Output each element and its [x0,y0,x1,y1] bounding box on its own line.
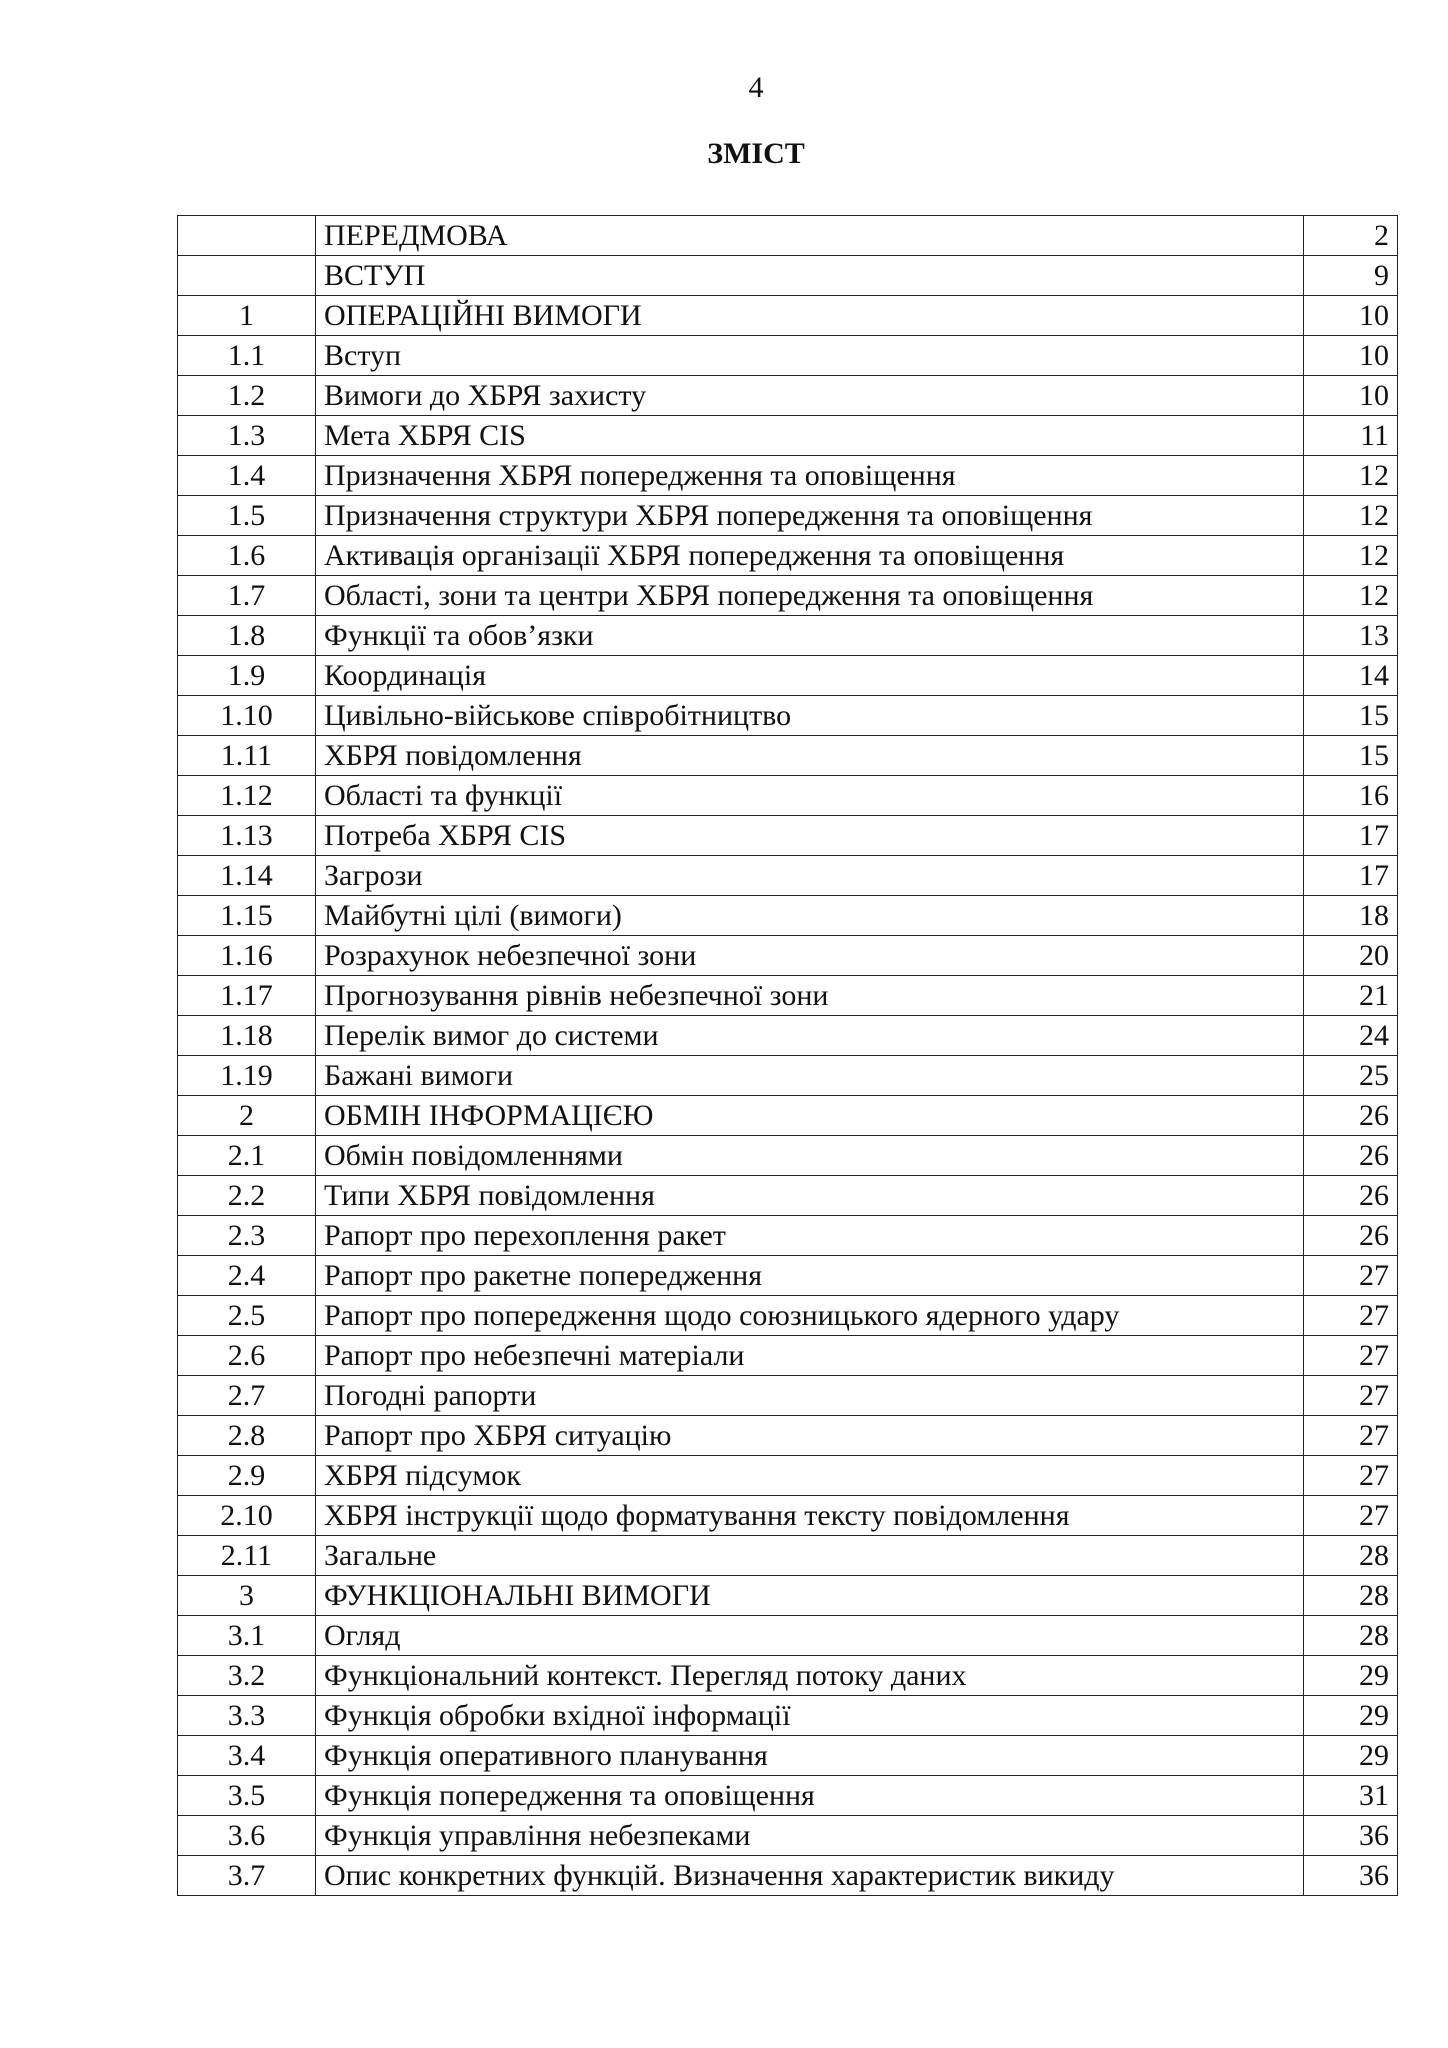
table-row [178,1616,1398,1656]
section-page-number: 28 [1304,1576,1398,1616]
section-title: Огляд [316,1616,1304,1656]
table-row [178,1296,1398,1336]
section-number: 1.17 [178,976,316,1016]
section-number: 1.19 [178,1056,316,1096]
table-row [178,1336,1398,1376]
section-number: 3.4 [178,1736,316,1776]
table-row [178,1536,1398,1576]
section-number: 1.1 [178,336,316,376]
section-title: ПЕРЕДМОВА [316,216,1304,256]
section-title: Функціональний контекст. Перегляд потоку даних [316,1656,1304,1696]
table-row [178,1496,1398,1536]
section-title: ОПЕРАЦІЙНІ ВИМОГИ [316,296,1304,336]
table-row [178,1376,1398,1416]
section-number: 2.8 [178,1416,316,1456]
section-page-number: 10 [1304,296,1398,336]
table-row [178,1416,1398,1456]
section-page-number: 26 [1304,1136,1398,1176]
table-of-contents [177,215,1398,1896]
section-title: Рапорт про ХБРЯ ситуацію [316,1416,1304,1456]
section-number: 1.14 [178,856,316,896]
section-page-number: 9 [1304,256,1398,296]
table-row [178,416,1398,456]
section-number: 2.6 [178,1336,316,1376]
section-title: Рапорт про перехоплення ракет [316,1216,1304,1256]
section-page-number: 17 [1304,816,1398,856]
section-title: Типи ХБРЯ повідомлення [316,1176,1304,1216]
section-number: 2.2 [178,1176,316,1216]
section-number: 1.13 [178,816,316,856]
section-page-number: 27 [1304,1496,1398,1536]
section-number: 2.9 [178,1456,316,1496]
section-page-number: 27 [1304,1376,1398,1416]
section-title: Призначення ХБРЯ попередження та оповіщення [316,456,1304,496]
section-number: 1.9 [178,656,316,696]
table-row [178,1656,1398,1696]
section-page-number: 29 [1304,1736,1398,1776]
section-page-number: 12 [1304,576,1398,616]
section-number: 3.6 [178,1816,316,1856]
section-number: 3.5 [178,1776,316,1816]
table-row [178,1736,1398,1776]
section-number [178,216,316,256]
section-page-number: 14 [1304,656,1398,696]
section-title: ОБМІН ІНФОРМАЦІЄЮ [316,1096,1304,1136]
section-title: Опис конкретних функцій. Визначення характеристик викиду [316,1856,1304,1896]
section-page-number: 24 [1304,1016,1398,1056]
section-page-number: 31 [1304,1776,1398,1816]
section-page-number: 26 [1304,1216,1398,1256]
section-number: 1.4 [178,456,316,496]
section-title: Рапорт про ракетне попередження [316,1256,1304,1296]
section-number: 2.7 [178,1376,316,1416]
section-title: ВСТУП [316,256,1304,296]
section-number: 1.15 [178,896,316,936]
table-row [178,696,1398,736]
section-number: 2.10 [178,1496,316,1536]
section-number: 1.3 [178,416,316,456]
toc-body [178,216,1398,1896]
table-row [178,296,1398,336]
section-title: Функція попередження та оповіщення [316,1776,1304,1816]
section-number: 2.3 [178,1216,316,1256]
table-row [178,576,1398,616]
section-title: Координація [316,656,1304,696]
table-row [178,1056,1398,1096]
section-number: 2 [178,1096,316,1136]
table-row [178,216,1398,256]
section-page-number: 10 [1304,336,1398,376]
section-page-number: 11 [1304,416,1398,456]
section-number: 1.8 [178,616,316,656]
section-number: 2.5 [178,1296,316,1336]
table-row [178,816,1398,856]
section-title: Вступ [316,336,1304,376]
table-row [178,1016,1398,1056]
section-title: Рапорт про небезпечні матеріали [316,1336,1304,1376]
section-page-number: 26 [1304,1096,1398,1136]
section-page-number: 10 [1304,376,1398,416]
section-page-number: 36 [1304,1816,1398,1856]
section-title: Розрахунок небезпечної зони [316,936,1304,976]
table-row [178,256,1398,296]
section-title: Призначення структури ХБРЯ попередження та оповіщення [316,496,1304,536]
section-page-number: 12 [1304,456,1398,496]
section-page-number: 26 [1304,1176,1398,1216]
section-page-number: 28 [1304,1536,1398,1576]
table-row [178,1856,1398,1896]
table-row [178,896,1398,936]
table-row [178,536,1398,576]
section-title: Функції та обов’язки [316,616,1304,656]
section-number: 3.3 [178,1696,316,1736]
section-page-number: 13 [1304,616,1398,656]
section-title: Загальне [316,1536,1304,1576]
section-page-number: 12 [1304,496,1398,536]
table-row [178,1096,1398,1136]
section-page-number: 28 [1304,1616,1398,1656]
section-number: 1.11 [178,736,316,776]
section-title: Прогнозування рівнів небезпечної зони [316,976,1304,1016]
section-number: 1.18 [178,1016,316,1056]
section-title: Області, зони та центри ХБРЯ попередження та оповіщення [316,576,1304,616]
section-number: 1.2 [178,376,316,416]
section-page-number: 36 [1304,1856,1398,1896]
section-number: 3 [178,1576,316,1616]
table-row [178,456,1398,496]
section-number: 1.5 [178,496,316,536]
section-title: Функція управління небезпеками [316,1816,1304,1856]
section-title: Мета ХБРЯ CIS [316,416,1304,456]
table-row [178,976,1398,1016]
section-title: Потреба ХБРЯ CIS [316,816,1304,856]
section-page-number: 25 [1304,1056,1398,1096]
section-page-number: 27 [1304,1256,1398,1296]
table-row [178,1776,1398,1816]
section-page-number: 21 [1304,976,1398,1016]
table-row [178,736,1398,776]
section-page-number: 27 [1304,1416,1398,1456]
table-row [178,776,1398,816]
section-page-number: 27 [1304,1336,1398,1376]
section-title: Обмін повідомленнями [316,1136,1304,1176]
table-row [178,1456,1398,1496]
table-row [178,1576,1398,1616]
section-number: 2.4 [178,1256,316,1296]
section-title: Погодні рапорти [316,1376,1304,1416]
table-row [178,1256,1398,1296]
section-page-number: 29 [1304,1656,1398,1696]
section-page-number: 15 [1304,696,1398,736]
table-row [178,496,1398,536]
page-title: ЗМІСТ [707,137,805,170]
section-number: 1.6 [178,536,316,576]
section-page-number: 12 [1304,536,1398,576]
section-title: Області та функції [316,776,1304,816]
section-title: Майбутні цілі (вимоги) [316,896,1304,936]
section-page-number: 16 [1304,776,1398,816]
section-title: Цивільно-військове співробітництво [316,696,1304,736]
table-row [178,376,1398,416]
table-row [178,1216,1398,1256]
table-row [178,656,1398,696]
table-row [178,336,1398,376]
section-title: Активація організації ХБРЯ попередження та оповіщення [316,536,1304,576]
table-row [178,936,1398,976]
section-page-number: 15 [1304,736,1398,776]
section-number: 3.2 [178,1656,316,1696]
section-number: 1.16 [178,936,316,976]
section-title: Загрози [316,856,1304,896]
section-page-number: 20 [1304,936,1398,976]
section-number: 3.1 [178,1616,316,1656]
section-title: Функція оперативного планування [316,1736,1304,1776]
section-number: 2.1 [178,1136,316,1176]
section-number: 3.7 [178,1856,316,1896]
section-page-number: 18 [1304,896,1398,936]
section-page-number: 27 [1304,1456,1398,1496]
table-row [178,616,1398,656]
section-page-number: 29 [1304,1696,1398,1736]
table-row [178,1136,1398,1176]
section-number: 2.11 [178,1536,316,1576]
section-number [178,256,316,296]
section-number: 1.12 [178,776,316,816]
table-row [178,856,1398,896]
section-number: 1.10 [178,696,316,736]
section-page-number: 27 [1304,1296,1398,1336]
page-number: 4 [748,71,764,104]
section-page-number: 17 [1304,856,1398,896]
table-row [178,1696,1398,1736]
section-page-number: 2 [1304,216,1398,256]
table-row [178,1176,1398,1216]
section-title: Рапорт про попередження щодо союзницького ядерного удару [316,1296,1304,1336]
section-title: ХБРЯ інструкції щодо форматування тексту повідомлення [316,1496,1304,1536]
section-title: Функція обробки вхідної інформації [316,1696,1304,1736]
section-title: ХБРЯ підсумок [316,1456,1304,1496]
section-title: Вимоги до ХБРЯ захисту [316,376,1304,416]
table-row [178,1816,1398,1856]
section-title: Бажані вимоги [316,1056,1304,1096]
section-title: ХБРЯ повідомлення [316,736,1304,776]
section-title: ФУНКЦІОНАЛЬНІ ВИМОГИ [316,1576,1304,1616]
section-number: 1 [178,296,316,336]
section-title: Перелік вимог до системи [316,1016,1304,1056]
section-number: 1.7 [178,576,316,616]
